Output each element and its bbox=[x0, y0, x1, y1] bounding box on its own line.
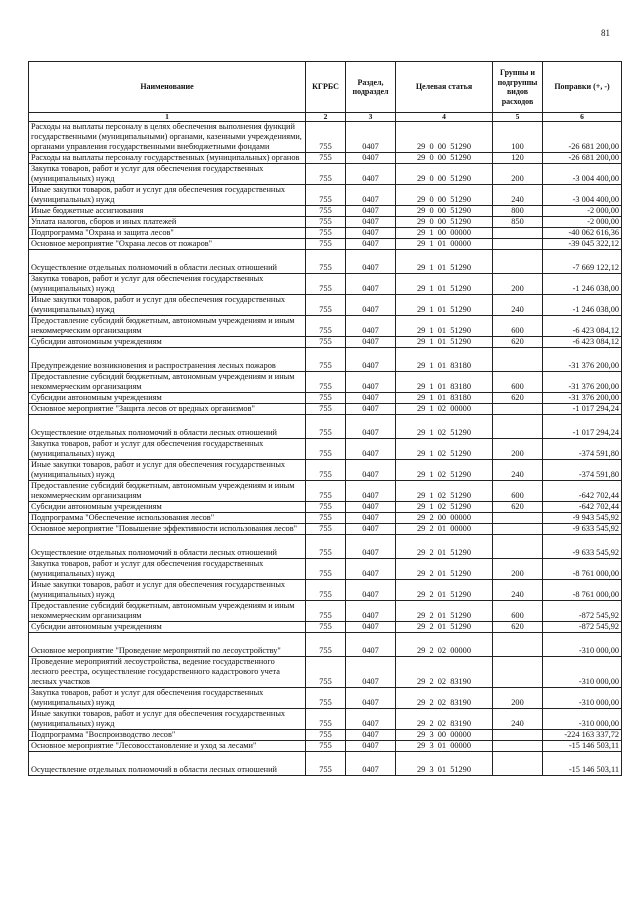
row-name: Осуществление отдельных полномочий в области лесных отношений bbox=[29, 535, 306, 559]
row-kgrbs: 755 bbox=[306, 439, 346, 460]
header-groups: Группы и подгруппы видов расходов bbox=[493, 62, 543, 113]
row-article: 29 1 02 51290 bbox=[396, 439, 493, 460]
row-section: 0407 bbox=[346, 185, 396, 206]
page-number: 81 bbox=[601, 28, 610, 38]
row-article: 29 2 01 51290 bbox=[396, 580, 493, 601]
header-section: Раздел, подраздел bbox=[346, 62, 396, 113]
row-group bbox=[493, 524, 543, 535]
table-row bbox=[29, 709, 622, 730]
row-amount: -3 004 400,00 bbox=[543, 185, 622, 206]
row-section: 0407 bbox=[346, 206, 396, 217]
row-section: 0407 bbox=[346, 601, 396, 622]
row-article: 29 3 01 00000 bbox=[396, 741, 493, 752]
row-article: 29 2 02 83190 bbox=[396, 688, 493, 709]
row-amount: -6 423 084,12 bbox=[543, 316, 622, 337]
row-section: 0407 bbox=[346, 502, 396, 513]
row-group bbox=[493, 404, 543, 415]
row-group bbox=[493, 730, 543, 741]
row-amount: -872 545,92 bbox=[543, 601, 622, 622]
table-row bbox=[29, 228, 622, 239]
table-row bbox=[29, 239, 622, 250]
row-article: 29 1 02 51290 bbox=[396, 502, 493, 513]
row-section: 0407 bbox=[346, 415, 396, 439]
row-group: 200 bbox=[493, 164, 543, 185]
row-name: Расходы на выплаты персоналу в целях обеспечения выполнения функций государственными (муниципальными) органами, казенными учреждениями, органами управления государственными внебюджетными фондами bbox=[29, 122, 306, 153]
row-name: Закупка товаров, работ и услуг для обеспечения государственных (муниципальных) нужд bbox=[29, 164, 306, 185]
table-row bbox=[29, 633, 622, 657]
row-article: 29 2 01 51290 bbox=[396, 559, 493, 580]
row-name: Осуществление отдельных полномочий в области лесных отношений bbox=[29, 250, 306, 274]
row-amount: -3 004 400,00 bbox=[543, 164, 622, 185]
table-row bbox=[29, 185, 622, 206]
row-section: 0407 bbox=[346, 274, 396, 295]
row-kgrbs: 755 bbox=[306, 316, 346, 337]
row-article: 29 1 01 51290 bbox=[396, 337, 493, 348]
row-amount: -7 669 122,12 bbox=[543, 250, 622, 274]
row-kgrbs: 755 bbox=[306, 164, 346, 185]
row-article: 29 1 02 00000 bbox=[396, 404, 493, 415]
row-kgrbs: 755 bbox=[306, 393, 346, 404]
row-article: 29 1 01 00000 bbox=[396, 239, 493, 250]
row-group: 100 bbox=[493, 122, 543, 153]
row-group bbox=[493, 250, 543, 274]
table-header-row bbox=[29, 62, 622, 113]
row-article: 29 1 02 51290 bbox=[396, 481, 493, 502]
col-number: 4 bbox=[396, 113, 493, 122]
row-section: 0407 bbox=[346, 228, 396, 239]
table-row bbox=[29, 481, 622, 502]
row-name: Предоставление субсидий бюджетным, автономным учреждениям и иным некоммерческим организациям bbox=[29, 481, 306, 502]
row-article: 29 3 00 00000 bbox=[396, 730, 493, 741]
row-article: 29 1 02 51290 bbox=[396, 460, 493, 481]
row-article: 29 0 00 51290 bbox=[396, 185, 493, 206]
row-amount: -2 000,00 bbox=[543, 206, 622, 217]
row-group bbox=[493, 752, 543, 776]
table-row bbox=[29, 730, 622, 741]
row-amount: -26 681 200,00 bbox=[543, 153, 622, 164]
table-row bbox=[29, 372, 622, 393]
row-group: 200 bbox=[493, 559, 543, 580]
row-group: 240 bbox=[493, 185, 543, 206]
row-group bbox=[493, 535, 543, 559]
column-number-row bbox=[29, 113, 622, 122]
row-kgrbs: 755 bbox=[306, 513, 346, 524]
row-article: 29 1 01 51290 bbox=[396, 295, 493, 316]
row-section: 0407 bbox=[346, 657, 396, 688]
table-row bbox=[29, 164, 622, 185]
table-row bbox=[29, 316, 622, 337]
row-article: 29 0 00 51290 bbox=[396, 122, 493, 153]
table-row bbox=[29, 153, 622, 164]
row-kgrbs: 755 bbox=[306, 752, 346, 776]
row-name: Предоставление субсидий бюджетным, автономным учреждениям и иным некоммерческим организациям bbox=[29, 372, 306, 393]
row-name: Закупка товаров, работ и услуг для обеспечения государственных (муниципальных) нужд bbox=[29, 439, 306, 460]
table-row bbox=[29, 206, 622, 217]
row-kgrbs: 755 bbox=[306, 295, 346, 316]
row-group: 200 bbox=[493, 439, 543, 460]
row-article: 29 1 01 83180 bbox=[396, 372, 493, 393]
row-section: 0407 bbox=[346, 481, 396, 502]
table-row bbox=[29, 752, 622, 776]
header-amendments: Поправки (+, -) bbox=[543, 62, 622, 113]
row-group: 600 bbox=[493, 601, 543, 622]
row-name: Субсидии автономным учреждениям bbox=[29, 393, 306, 404]
row-section: 0407 bbox=[346, 153, 396, 164]
row-kgrbs: 755 bbox=[306, 348, 346, 372]
budget-amendments-table bbox=[28, 61, 622, 776]
table-row bbox=[29, 122, 622, 153]
row-kgrbs: 755 bbox=[306, 622, 346, 633]
row-section: 0407 bbox=[346, 393, 396, 404]
table-row bbox=[29, 337, 622, 348]
row-amount: -310 000,00 bbox=[543, 657, 622, 688]
row-amount: -9 633 545,92 bbox=[543, 524, 622, 535]
row-kgrbs: 755 bbox=[306, 730, 346, 741]
row-section: 0407 bbox=[346, 217, 396, 228]
row-article: 29 3 01 51290 bbox=[396, 752, 493, 776]
row-kgrbs: 755 bbox=[306, 239, 346, 250]
row-section: 0407 bbox=[346, 513, 396, 524]
row-amount: -2 000,00 bbox=[543, 217, 622, 228]
row-amount: -872 545,92 bbox=[543, 622, 622, 633]
row-amount: -310 000,00 bbox=[543, 633, 622, 657]
row-section: 0407 bbox=[346, 239, 396, 250]
row-kgrbs: 755 bbox=[306, 415, 346, 439]
row-article: 29 2 01 51290 bbox=[396, 622, 493, 633]
table-row bbox=[29, 404, 622, 415]
row-kgrbs: 755 bbox=[306, 535, 346, 559]
row-section: 0407 bbox=[346, 122, 396, 153]
row-section: 0407 bbox=[346, 348, 396, 372]
row-group: 240 bbox=[493, 460, 543, 481]
row-amount: -8 761 000,00 bbox=[543, 559, 622, 580]
row-kgrbs: 755 bbox=[306, 372, 346, 393]
row-name: Субсидии автономным учреждениям bbox=[29, 502, 306, 513]
header-name: Наименование bbox=[29, 62, 306, 113]
row-section: 0407 bbox=[346, 295, 396, 316]
row-kgrbs: 755 bbox=[306, 633, 346, 657]
table-row bbox=[29, 393, 622, 404]
row-section: 0407 bbox=[346, 337, 396, 348]
row-group bbox=[493, 741, 543, 752]
row-section: 0407 bbox=[346, 535, 396, 559]
row-name: Иные закупки товаров, работ и услуг для обеспечения государственных (муниципальных) нужд bbox=[29, 460, 306, 481]
col-number: 1 bbox=[29, 113, 306, 122]
row-article: 29 2 00 00000 bbox=[396, 513, 493, 524]
row-kgrbs: 755 bbox=[306, 206, 346, 217]
table-row bbox=[29, 524, 622, 535]
row-group bbox=[493, 239, 543, 250]
row-group: 200 bbox=[493, 274, 543, 295]
row-name: Иные бюджетные ассигнования bbox=[29, 206, 306, 217]
row-group bbox=[493, 228, 543, 239]
row-amount: -6 423 084,12 bbox=[543, 337, 622, 348]
row-section: 0407 bbox=[346, 622, 396, 633]
row-kgrbs: 755 bbox=[306, 153, 346, 164]
row-name: Закупка товаров, работ и услуг для обеспечения государственных (муниципальных) нужд bbox=[29, 559, 306, 580]
row-section: 0407 bbox=[346, 524, 396, 535]
row-section: 0407 bbox=[346, 164, 396, 185]
row-section: 0407 bbox=[346, 709, 396, 730]
row-article: 29 1 02 51290 bbox=[396, 415, 493, 439]
table-row bbox=[29, 741, 622, 752]
row-kgrbs: 755 bbox=[306, 122, 346, 153]
row-kgrbs: 755 bbox=[306, 741, 346, 752]
table-row bbox=[29, 217, 622, 228]
row-amount: -40 062 616,36 bbox=[543, 228, 622, 239]
table-row bbox=[29, 415, 622, 439]
row-section: 0407 bbox=[346, 460, 396, 481]
row-section: 0407 bbox=[346, 580, 396, 601]
row-kgrbs: 755 bbox=[306, 657, 346, 688]
row-kgrbs: 755 bbox=[306, 460, 346, 481]
table-row bbox=[29, 622, 622, 633]
row-article: 29 2 02 83190 bbox=[396, 709, 493, 730]
row-kgrbs: 755 bbox=[306, 580, 346, 601]
row-article: 29 2 01 51290 bbox=[396, 535, 493, 559]
row-group bbox=[493, 513, 543, 524]
row-amount: -1 017 294,24 bbox=[543, 415, 622, 439]
row-kgrbs: 755 bbox=[306, 337, 346, 348]
row-article: 29 1 01 83180 bbox=[396, 393, 493, 404]
header-article: Целевая статья bbox=[396, 62, 493, 113]
row-group bbox=[493, 348, 543, 372]
row-name: Закупка товаров, работ и услуг для обеспечения государственных (муниципальных) нужд bbox=[29, 274, 306, 295]
row-amount: -374 591,80 bbox=[543, 439, 622, 460]
row-kgrbs: 755 bbox=[306, 250, 346, 274]
row-group: 620 bbox=[493, 337, 543, 348]
row-article: 29 2 02 83190 bbox=[396, 657, 493, 688]
row-kgrbs: 755 bbox=[306, 228, 346, 239]
table-row bbox=[29, 580, 622, 601]
row-kgrbs: 755 bbox=[306, 481, 346, 502]
row-kgrbs: 755 bbox=[306, 274, 346, 295]
row-section: 0407 bbox=[346, 730, 396, 741]
row-name: Основное мероприятие "Лесовосстановление и уход за лесами" bbox=[29, 741, 306, 752]
row-group: 620 bbox=[493, 393, 543, 404]
row-amount: -31 376 200,00 bbox=[543, 372, 622, 393]
row-kgrbs: 755 bbox=[306, 185, 346, 206]
row-kgrbs: 755 bbox=[306, 601, 346, 622]
col-number: 2 bbox=[306, 113, 346, 122]
header-kgrbs: КГРБС bbox=[306, 62, 346, 113]
row-group: 600 bbox=[493, 481, 543, 502]
row-group: 120 bbox=[493, 153, 543, 164]
row-article: 29 0 00 51290 bbox=[396, 206, 493, 217]
row-section: 0407 bbox=[346, 372, 396, 393]
row-amount: -9 943 545,92 bbox=[543, 513, 622, 524]
row-name: Иные закупки товаров, работ и услуг для обеспечения государственных (муниципальных) нужд bbox=[29, 580, 306, 601]
row-amount: -31 376 200,00 bbox=[543, 348, 622, 372]
row-name: Иные закупки товаров, работ и услуг для обеспечения государственных (муниципальных) нужд bbox=[29, 295, 306, 316]
row-amount: -31 376 200,00 bbox=[543, 393, 622, 404]
row-amount: -1 246 038,00 bbox=[543, 295, 622, 316]
table-row bbox=[29, 348, 622, 372]
row-name: Основное мероприятие "Охрана лесов от пожаров" bbox=[29, 239, 306, 250]
table-row bbox=[29, 502, 622, 513]
row-name: Осуществление отдельных полномочий в области лесных отношений bbox=[29, 752, 306, 776]
row-amount: -374 591,80 bbox=[543, 460, 622, 481]
row-name: Иные закупки товаров, работ и услуг для обеспечения государственных (муниципальных) нужд bbox=[29, 185, 306, 206]
table-row bbox=[29, 688, 622, 709]
row-article: 29 2 01 51290 bbox=[396, 601, 493, 622]
row-amount: -15 146 503,11 bbox=[543, 752, 622, 776]
row-amount: -310 000,00 bbox=[543, 688, 622, 709]
row-amount: -642 702,44 bbox=[543, 502, 622, 513]
row-article: 29 0 00 51290 bbox=[396, 164, 493, 185]
row-kgrbs: 755 bbox=[306, 217, 346, 228]
table-row bbox=[29, 274, 622, 295]
row-name: Предупреждение возникновения и распространения лесных пожаров bbox=[29, 348, 306, 372]
table-row bbox=[29, 601, 622, 622]
row-name: Закупка товаров, работ и услуг для обеспечения государственных (муниципальных) нужд bbox=[29, 688, 306, 709]
row-name: Подпрограмма "Обеспечение использования лесов" bbox=[29, 513, 306, 524]
col-number: 5 bbox=[493, 113, 543, 122]
row-section: 0407 bbox=[346, 559, 396, 580]
row-amount: -9 633 545,92 bbox=[543, 535, 622, 559]
row-group: 600 bbox=[493, 316, 543, 337]
row-kgrbs: 755 bbox=[306, 404, 346, 415]
row-group: 620 bbox=[493, 502, 543, 513]
row-amount: -39 045 322,12 bbox=[543, 239, 622, 250]
row-group: 240 bbox=[493, 295, 543, 316]
row-article: 29 2 01 00000 bbox=[396, 524, 493, 535]
row-group: 800 bbox=[493, 206, 543, 217]
row-article: 29 2 02 00000 bbox=[396, 633, 493, 657]
row-amount: -15 146 503,11 bbox=[543, 741, 622, 752]
row-article: 29 0 00 51290 bbox=[396, 217, 493, 228]
table-row bbox=[29, 535, 622, 559]
row-kgrbs: 755 bbox=[306, 559, 346, 580]
row-name: Подпрограмма "Охрана и защита лесов" bbox=[29, 228, 306, 239]
row-name: Иные закупки товаров, работ и услуг для обеспечения государственных (муниципальных) нужд bbox=[29, 709, 306, 730]
row-name: Основное мероприятие "Повышение эффективности использования лесов" bbox=[29, 524, 306, 535]
row-section: 0407 bbox=[346, 688, 396, 709]
row-name: Основное мероприятие "Проведение мероприятий по лесоустройству" bbox=[29, 633, 306, 657]
col-number: 3 bbox=[346, 113, 396, 122]
table-row bbox=[29, 657, 622, 688]
row-article: 29 1 00 00000 bbox=[396, 228, 493, 239]
row-group bbox=[493, 415, 543, 439]
row-kgrbs: 755 bbox=[306, 502, 346, 513]
row-article: 29 1 01 51290 bbox=[396, 316, 493, 337]
row-name: Уплата налогов, сборов и иных платежей bbox=[29, 217, 306, 228]
table-row bbox=[29, 460, 622, 481]
row-section: 0407 bbox=[346, 316, 396, 337]
table-row bbox=[29, 559, 622, 580]
row-amount: -224 163 337,72 bbox=[543, 730, 622, 741]
row-kgrbs: 755 bbox=[306, 688, 346, 709]
row-article: 29 1 01 51290 bbox=[396, 274, 493, 295]
table-row bbox=[29, 439, 622, 460]
row-name: Предоставление субсидий бюджетным, автономным учреждениям и иным некоммерческим организациям bbox=[29, 316, 306, 337]
row-section: 0407 bbox=[346, 404, 396, 415]
row-amount: -310 000,00 bbox=[543, 709, 622, 730]
row-group: 200 bbox=[493, 688, 543, 709]
row-kgrbs: 755 bbox=[306, 524, 346, 535]
row-name: Осуществление отдельных полномочий в области лесных отношений bbox=[29, 415, 306, 439]
row-amount: -1 246 038,00 bbox=[543, 274, 622, 295]
row-article: 29 1 01 51290 bbox=[396, 250, 493, 274]
row-name: Расходы на выплаты персоналу государственных (муниципальных) органов bbox=[29, 153, 306, 164]
row-section: 0407 bbox=[346, 439, 396, 460]
row-amount: -642 702,44 bbox=[543, 481, 622, 502]
table-row bbox=[29, 295, 622, 316]
row-section: 0407 bbox=[346, 633, 396, 657]
row-group: 600 bbox=[493, 372, 543, 393]
row-article: 29 0 00 51290 bbox=[396, 153, 493, 164]
row-name: Субсидии автономным учреждениям bbox=[29, 622, 306, 633]
row-group: 240 bbox=[493, 580, 543, 601]
row-group bbox=[493, 633, 543, 657]
row-section: 0407 bbox=[346, 752, 396, 776]
row-group: 240 bbox=[493, 709, 543, 730]
row-article: 29 1 01 83180 bbox=[396, 348, 493, 372]
row-group bbox=[493, 657, 543, 688]
row-amount: -26 681 200,00 bbox=[543, 122, 622, 153]
row-name: Основное мероприятие "Защита лесов от вредных организмов" bbox=[29, 404, 306, 415]
table-row bbox=[29, 513, 622, 524]
row-name: Подпрограмма "Воспроизводство лесов" bbox=[29, 730, 306, 741]
row-name: Предоставление субсидий бюджетным, автономным учреждениям и иным некоммерческим организациям bbox=[29, 601, 306, 622]
row-section: 0407 bbox=[346, 741, 396, 752]
row-group: 850 bbox=[493, 217, 543, 228]
row-name: Проведение мероприятий лесоустройства, ведение государственного лесного реестра, осуществление государственного кадастрового учета лесных участков bbox=[29, 657, 306, 688]
row-section: 0407 bbox=[346, 250, 396, 274]
row-amount: -1 017 294,24 bbox=[543, 404, 622, 415]
row-group: 620 bbox=[493, 622, 543, 633]
table-row bbox=[29, 250, 622, 274]
row-name: Субсидии автономным учреждениям bbox=[29, 337, 306, 348]
row-kgrbs: 755 bbox=[306, 709, 346, 730]
col-number: 6 bbox=[543, 113, 622, 122]
row-amount: -8 761 000,00 bbox=[543, 580, 622, 601]
